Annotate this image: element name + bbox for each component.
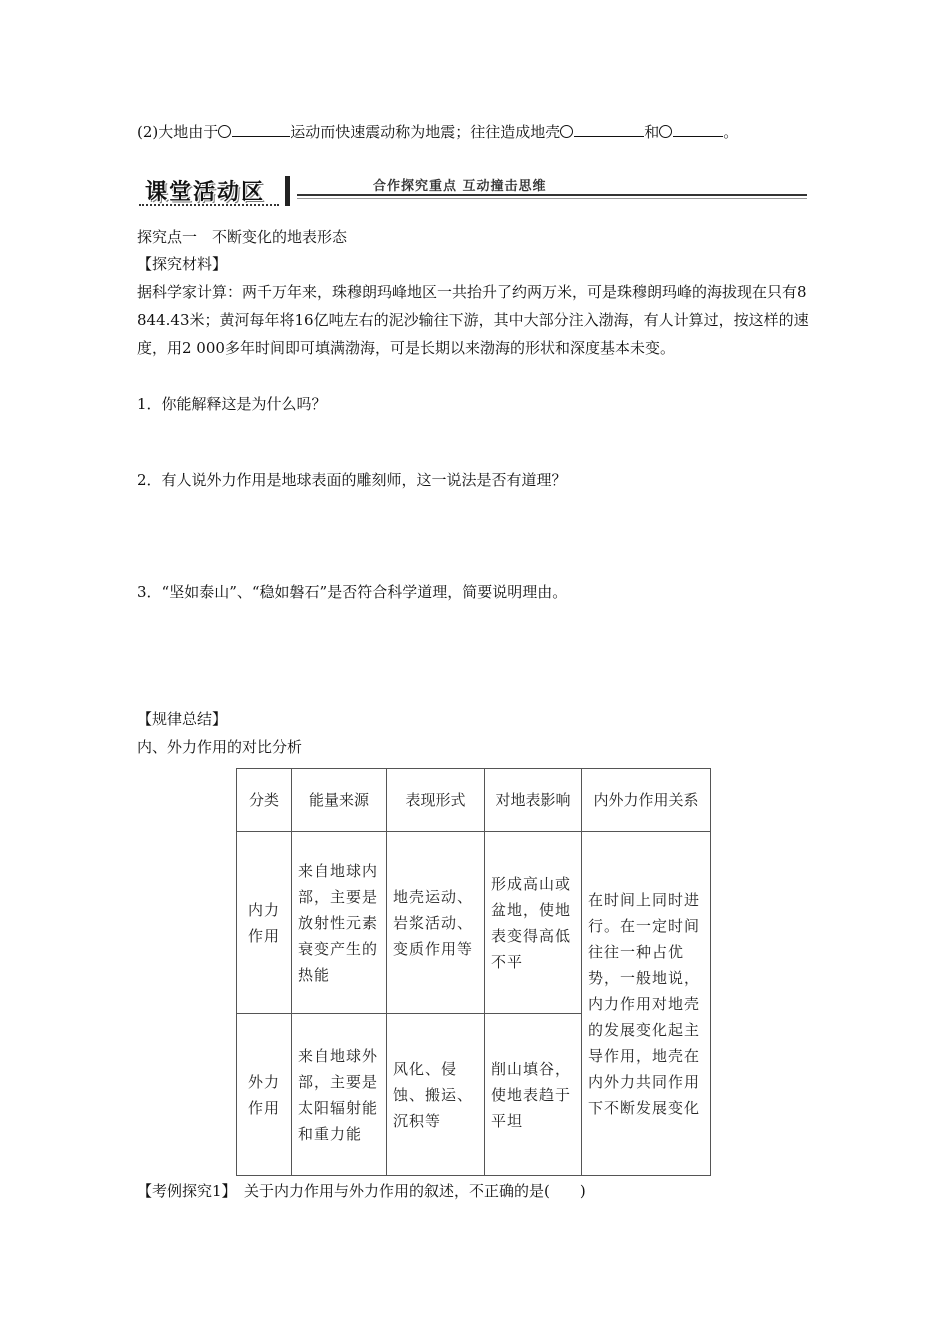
example-line xyxy=(137,1181,586,1201)
header-relation: 内外力作用关系 xyxy=(582,769,711,832)
question-2: 2．有人说外力作用是地球表面的雕刻师，这一说法是否有道理？ xyxy=(137,471,567,489)
row-form: 风化、侵蚀、搬运、沉积等 xyxy=(393,1059,474,1130)
example-label: 【考例探究1】 xyxy=(137,1182,230,1200)
row-energy: 来自地球内部，主要是放射性元素衰变产生的热能 xyxy=(298,861,379,984)
comparison-table xyxy=(236,768,711,1176)
banner-divider xyxy=(285,176,290,206)
banner-subtitle: 合作探究重点 互动撞击思维 xyxy=(367,175,553,194)
row-energy: 来自地球外部，主要是太阳辐射能和重力能 xyxy=(298,1046,379,1143)
answer-blank[interactable] xyxy=(574,122,644,137)
header-energy: 能量来源 xyxy=(292,769,387,832)
row-effect: 削山填谷，使地表趋于平坦 xyxy=(491,1059,572,1130)
example-text: 关于内力作用与外力作用的叙述，不正确的是( ) xyxy=(229,1182,586,1200)
header-category: 分类 xyxy=(237,769,292,832)
circle-icon xyxy=(218,125,231,138)
intro-mid2: 和 xyxy=(644,123,660,141)
answer-blank[interactable] xyxy=(673,122,723,137)
banner-title-box xyxy=(137,174,285,204)
section-banner xyxy=(137,174,807,208)
banner-rule xyxy=(297,194,807,196)
circle-icon xyxy=(659,125,672,138)
row-form: 地壳运动、岩浆活动、变质作用等 xyxy=(393,887,474,958)
question-3: 3．“坚如泰山”、“稳如磐石”是否符合科学道理，简要说明理由。 xyxy=(137,583,568,601)
section-heading: 探究点一 不断变化的地表形态 xyxy=(137,228,348,246)
intro-prefix: (2)大地由于 xyxy=(137,123,219,141)
header-form: 表现形式 xyxy=(387,769,485,832)
row-category: 内力作用 xyxy=(247,900,280,945)
table-row xyxy=(237,832,711,1014)
banner-title: 课堂活动区 xyxy=(145,180,266,205)
material-label: 【探究材料】 xyxy=(137,255,228,273)
banner-dots xyxy=(139,204,279,206)
header-effect: 对地表影响 xyxy=(485,769,582,832)
relation-cell: 在时间上同时进行。在一定时间往往一种占优势，一般地说，内力作用对地壳的发展变化起主导作用，地壳在内外力共同作用下不断发展变化 xyxy=(588,890,701,1117)
material-text: 据科学家计算：两千万年来，珠穆朗玛峰地区一共抬升了约两万米，可是珠穆朗玛峰的海拔现在只有8 844.43米；黄河每年将16亿吨左右的泥沙输往下游，其中大部分注入渤海，有人计算过，按这样的速度，用2 000多年时间即可填满渤海，可是长期以来渤海的形状和深度基本未变。 xyxy=(137,283,809,357)
circle-icon xyxy=(560,125,573,138)
intro-line xyxy=(137,122,738,142)
question-1: 1．你能解释这是为什么吗？ xyxy=(137,395,327,413)
summary-title: 内、外力作用的对比分析 xyxy=(137,738,303,756)
intro-end: 。 xyxy=(723,123,739,141)
row-effect: 形成高山或盆地，使地表变得高低不平 xyxy=(491,874,572,971)
answer-blank[interactable] xyxy=(232,122,290,137)
intro-mid1: 运动而快速震动称为地震；往往造成地壳 xyxy=(290,123,561,141)
row-category: 外力作用 xyxy=(247,1072,280,1117)
banner-rule-thin xyxy=(297,198,807,199)
summary-label: 【规律总结】 xyxy=(137,710,228,728)
table-header-row xyxy=(237,769,711,832)
